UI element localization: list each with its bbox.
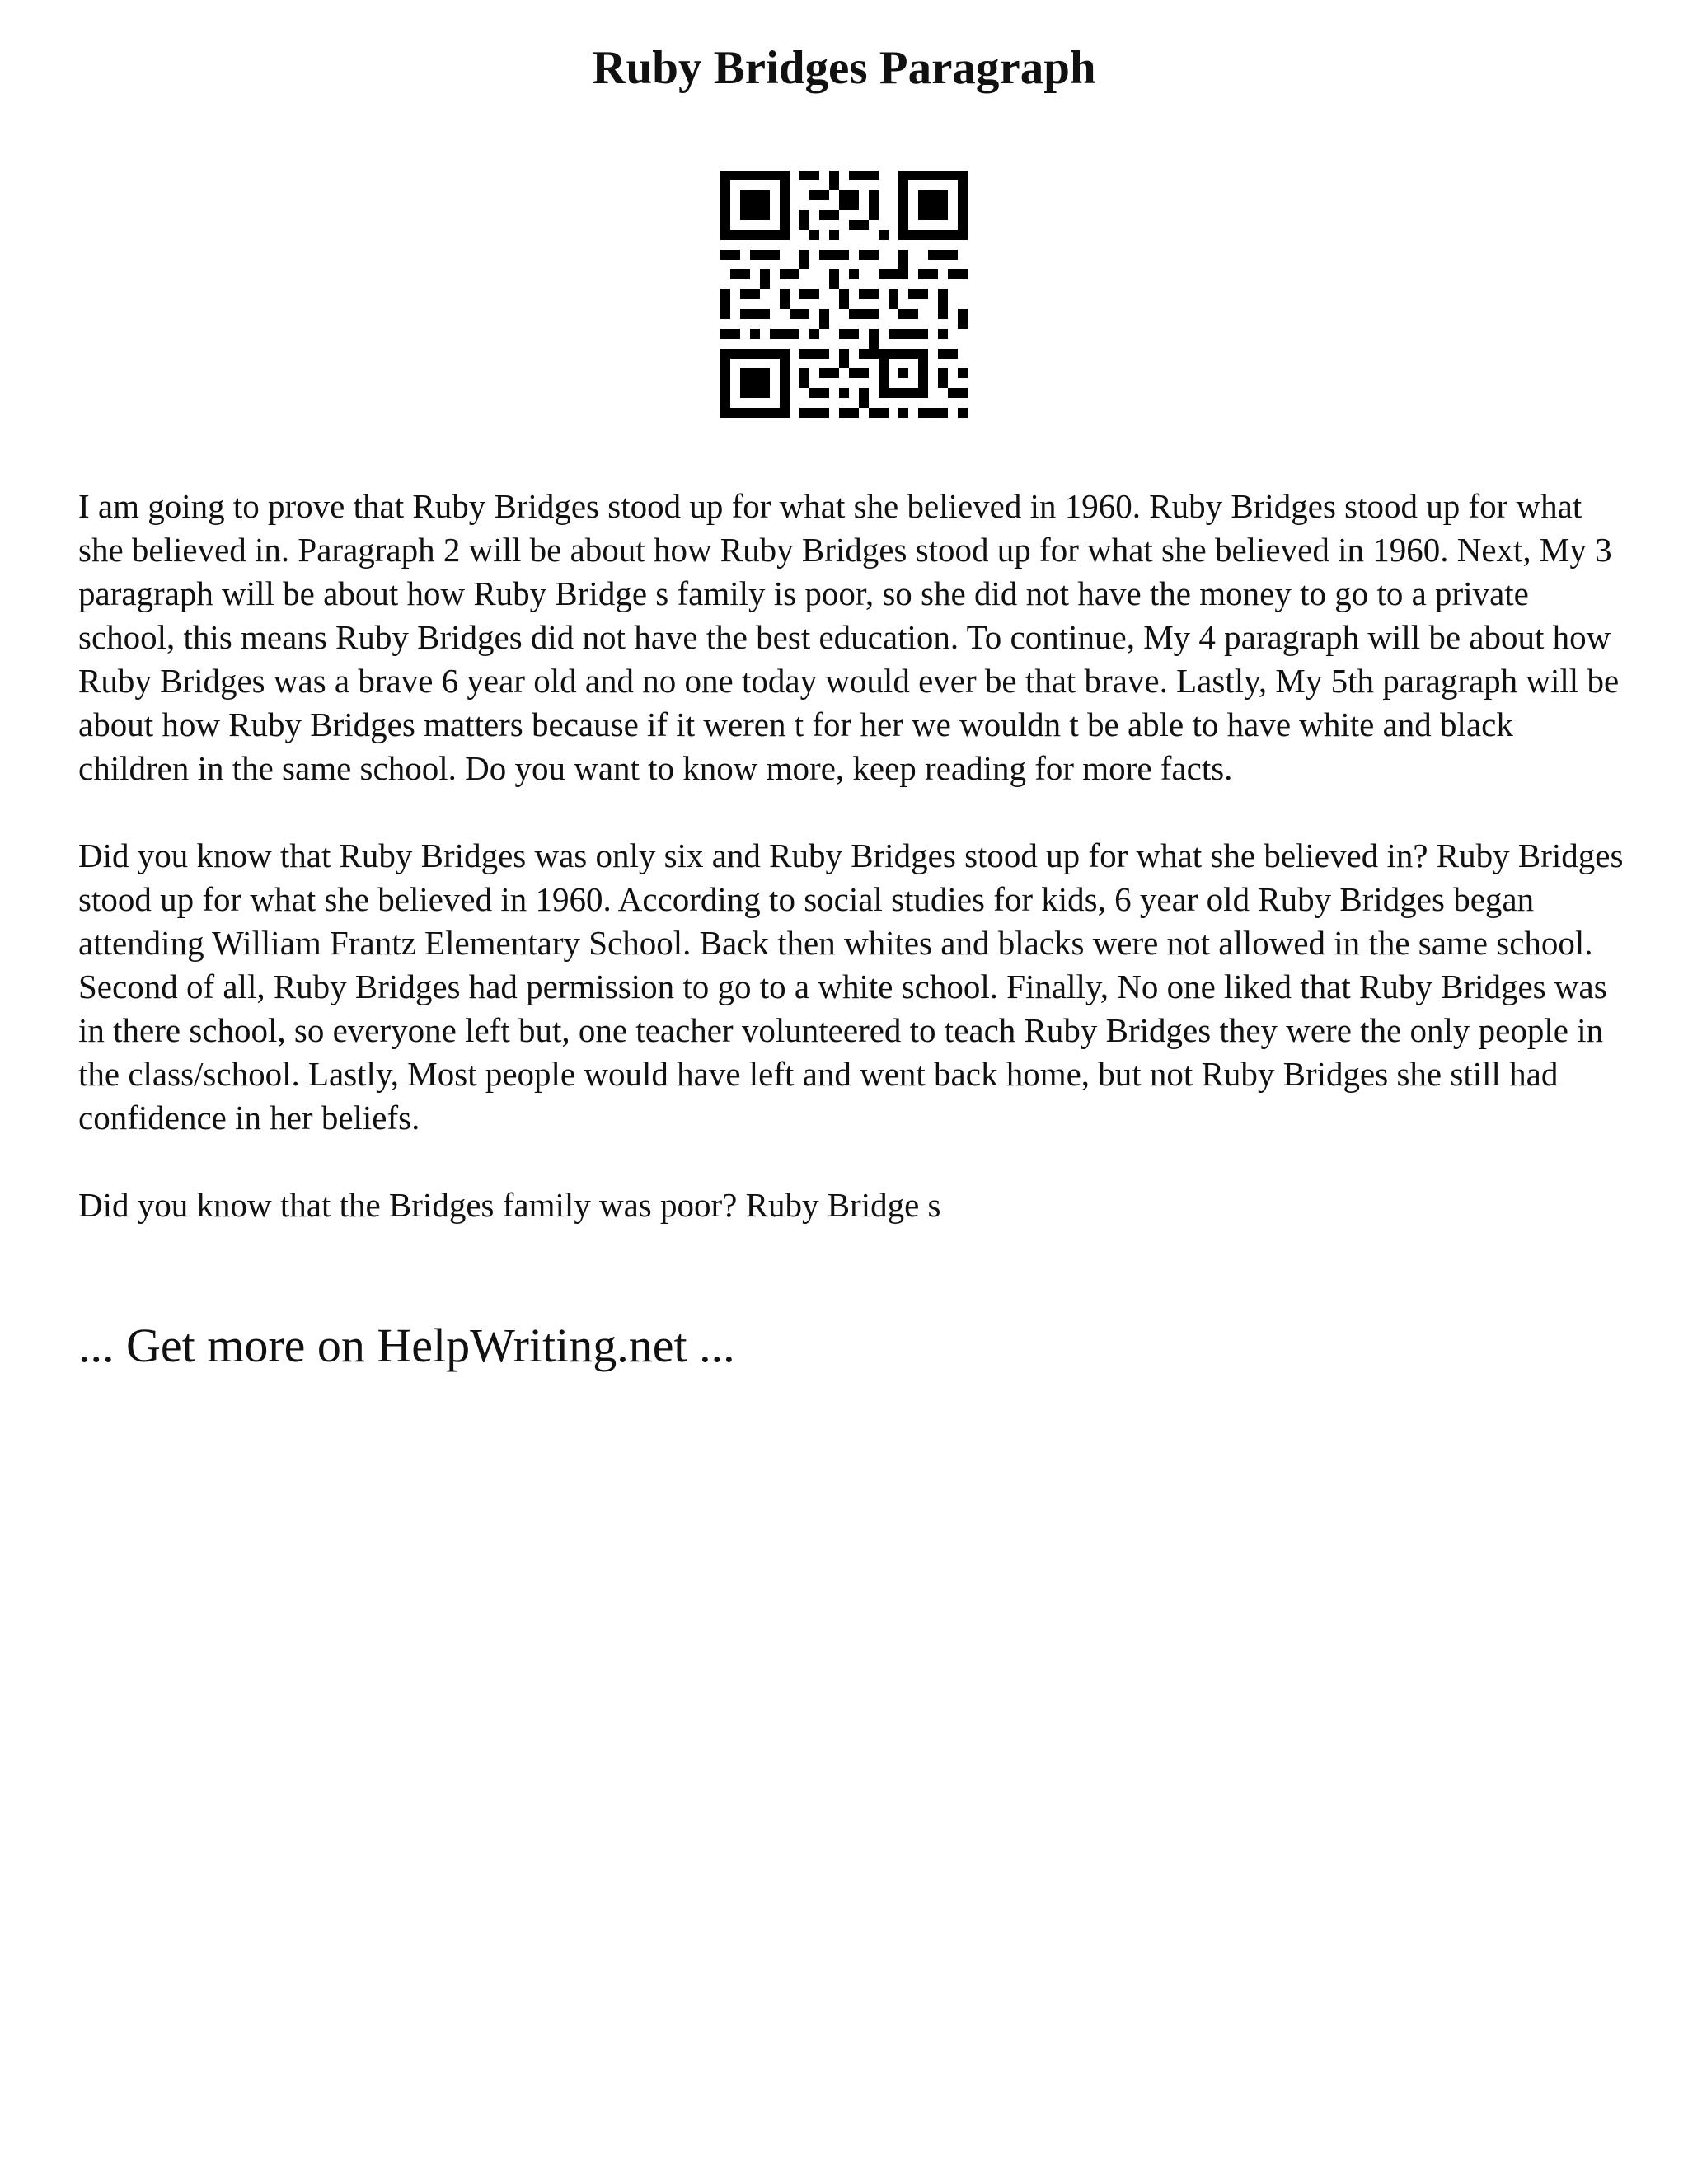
qr-code-icon [720,171,968,418]
get-more-link[interactable]: ... Get more on HelpWriting.net ... [78,1319,735,1372]
page-title: Ruby Bridges Paragraph [592,42,1096,94]
paragraph-1: I am going to prove that Ruby Bridges stood up for what she believed in 1960. Ruby Bridges stood up for what she believed in. Paragraph 2 will be about how Ruby Bridges stood up for what she believed in 1960. Next, My 3 paragraph will be about how Ruby Bridge s family is poor, so she did not have the money to go to a private school, this means Ruby Bridges did not have the best education. To continue, My 4 paragraph will be about how Ruby Bridges was a brave 6 year old and no one today would ever be that brave. Lastly, My 5th paragraph will be about how Ruby Bridges matters because if it weren t for her we wouldn t be able to have white and black children in the same school. Do you want to know more, keep reading for more facts. [78,487,1620,787]
paragraph-3: Did you know that the Bridges family was poor? Ruby Bridge s [78,1186,941,1224]
essay-body [78,485,1628,1271]
paragraph-2: Did you know that Ruby Bridges was only six and Ruby Bridges stood up for what she believed in? Ruby Bridges stood up for what she believed in 1960. According to social studies for kids, 6 year old Ruby Bridges began attending William Frantz Elementary School. Back then whites and blacks were not allowed in the same school. Second of all, Ruby Bridges had permission to go to a white school. Finally, No one liked that Ruby Bridges was in there school, so everyone left but, one teacher volunteered to teach Ruby Bridges they were the only people in the class/school. Lastly, Most people would have left and went back home, but not Ruby Bridges she still had confidence in her beliefs. [78,837,1624,1137]
